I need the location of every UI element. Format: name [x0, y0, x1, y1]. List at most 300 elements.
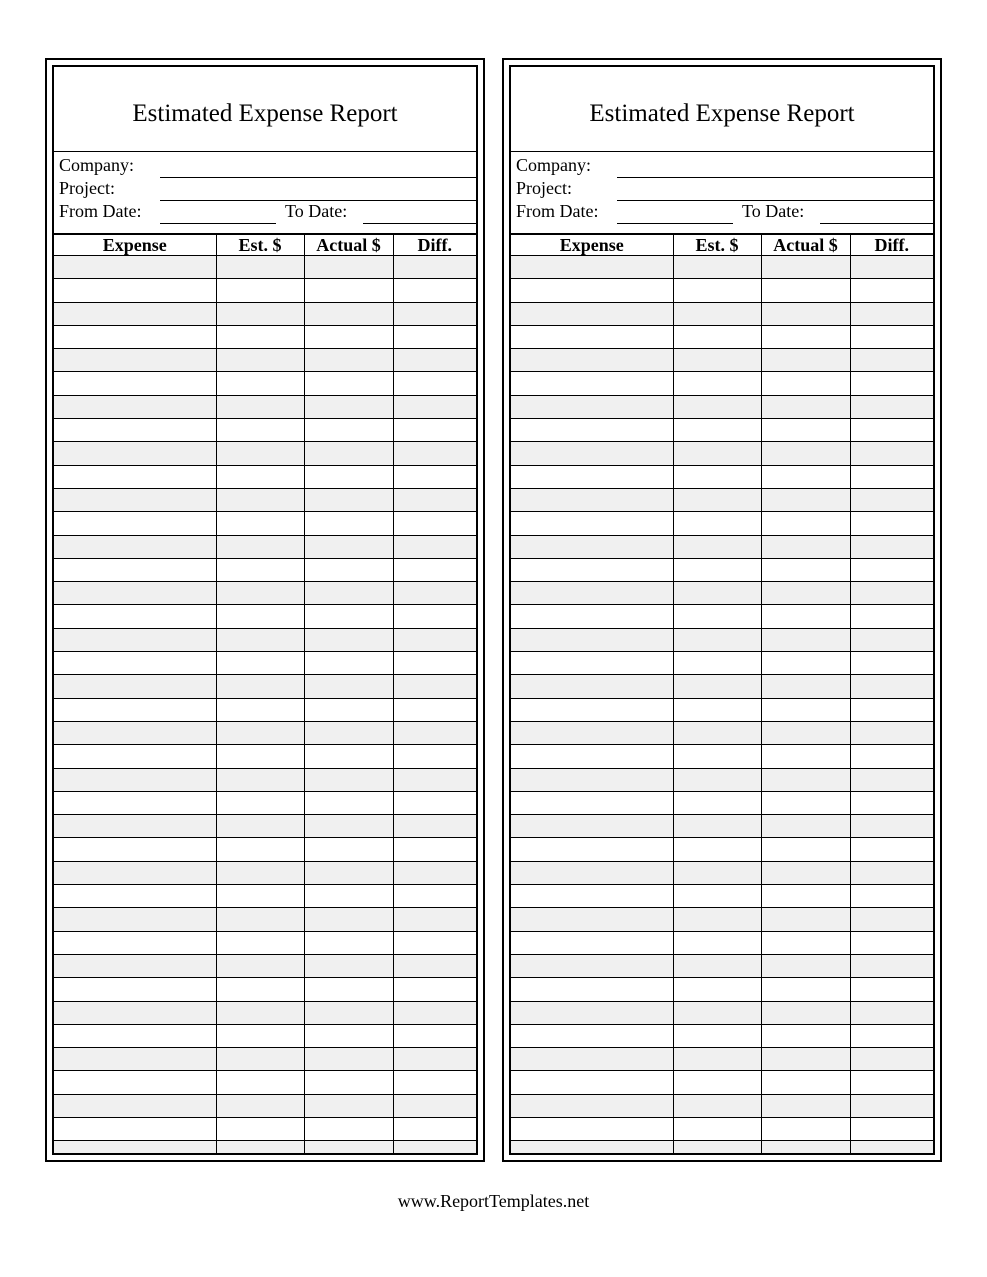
expense-cell[interactable] — [511, 488, 673, 511]
expense-cell[interactable] — [511, 768, 673, 791]
diff-cell[interactable] — [393, 1048, 476, 1071]
diff-cell[interactable] — [850, 838, 933, 861]
actual-cell[interactable] — [761, 885, 850, 908]
est-cell[interactable] — [673, 954, 761, 977]
est-cell[interactable] — [673, 1071, 761, 1094]
diff-cell[interactable] — [850, 488, 933, 511]
diff-cell[interactable] — [393, 372, 476, 395]
diff-cell[interactable] — [850, 605, 933, 628]
est-cell[interactable] — [673, 349, 761, 372]
est-cell[interactable] — [216, 1024, 304, 1047]
expense-cell[interactable] — [54, 815, 216, 838]
diff-cell[interactable] — [393, 652, 476, 675]
diff-cell[interactable] — [393, 815, 476, 838]
actual-cell[interactable] — [304, 349, 393, 372]
est-cell[interactable] — [673, 488, 761, 511]
diff-cell[interactable] — [393, 628, 476, 651]
actual-cell[interactable] — [761, 419, 850, 442]
expense-cell[interactable] — [511, 652, 673, 675]
actual-cell[interactable] — [304, 721, 393, 744]
expense-cell[interactable] — [511, 908, 673, 931]
expense-cell[interactable] — [54, 1048, 216, 1071]
est-cell[interactable] — [216, 815, 304, 838]
actual-cell[interactable] — [761, 535, 850, 558]
from-date-line[interactable] — [160, 223, 276, 224]
diff-cell[interactable] — [850, 1094, 933, 1117]
diff-cell[interactable] — [850, 349, 933, 372]
actual-cell[interactable] — [761, 512, 850, 535]
expense-cell[interactable] — [54, 395, 216, 418]
expense-cell[interactable] — [511, 628, 673, 651]
actual-cell[interactable] — [761, 558, 850, 581]
actual-cell[interactable] — [304, 1024, 393, 1047]
diff-cell[interactable] — [850, 279, 933, 302]
actual-cell[interactable] — [304, 465, 393, 488]
actual-cell[interactable] — [761, 698, 850, 721]
actual-cell[interactable] — [761, 1071, 850, 1094]
diff-cell[interactable] — [850, 885, 933, 908]
actual-cell[interactable] — [304, 256, 393, 279]
est-cell[interactable] — [216, 605, 304, 628]
diff-cell[interactable] — [393, 1094, 476, 1117]
expense-cell[interactable] — [54, 1141, 216, 1153]
diff-cell[interactable] — [393, 605, 476, 628]
expense-cell[interactable] — [54, 325, 216, 348]
est-cell[interactable] — [216, 1141, 304, 1153]
actual-cell[interactable] — [304, 558, 393, 581]
diff-cell[interactable] — [850, 1024, 933, 1047]
actual-cell[interactable] — [761, 978, 850, 1001]
expense-cell[interactable] — [511, 1071, 673, 1094]
expense-cell[interactable] — [511, 978, 673, 1001]
actual-cell[interactable] — [304, 279, 393, 302]
actual-cell[interactable] — [761, 1094, 850, 1117]
est-cell[interactable] — [673, 721, 761, 744]
est-cell[interactable] — [673, 908, 761, 931]
est-cell[interactable] — [216, 256, 304, 279]
actual-cell[interactable] — [304, 1071, 393, 1094]
expense-cell[interactable] — [54, 372, 216, 395]
diff-cell[interactable] — [393, 582, 476, 605]
est-cell[interactable] — [673, 582, 761, 605]
actual-cell[interactable] — [304, 395, 393, 418]
est-cell[interactable] — [216, 838, 304, 861]
expense-cell[interactable] — [54, 442, 216, 465]
est-cell[interactable] — [673, 325, 761, 348]
est-cell[interactable] — [673, 931, 761, 954]
est-cell[interactable] — [673, 652, 761, 675]
diff-cell[interactable] — [850, 1141, 933, 1153]
est-cell[interactable] — [216, 954, 304, 977]
expense-cell[interactable] — [511, 1117, 673, 1140]
diff-cell[interactable] — [393, 1001, 476, 1024]
est-cell[interactable] — [216, 1094, 304, 1117]
actual-cell[interactable] — [304, 582, 393, 605]
diff-cell[interactable] — [850, 652, 933, 675]
expense-cell[interactable] — [54, 349, 216, 372]
est-cell[interactable] — [216, 908, 304, 931]
diff-cell[interactable] — [850, 256, 933, 279]
expense-cell[interactable] — [511, 279, 673, 302]
actual-cell[interactable] — [761, 721, 850, 744]
expense-cell[interactable] — [511, 1094, 673, 1117]
diff-cell[interactable] — [393, 768, 476, 791]
actual-cell[interactable] — [304, 768, 393, 791]
actual-cell[interactable] — [304, 815, 393, 838]
expense-cell[interactable] — [511, 302, 673, 325]
actual-cell[interactable] — [761, 908, 850, 931]
est-cell[interactable] — [673, 535, 761, 558]
expense-cell[interactable] — [54, 535, 216, 558]
est-cell[interactable] — [216, 442, 304, 465]
actual-cell[interactable] — [304, 1141, 393, 1153]
diff-cell[interactable] — [393, 1071, 476, 1094]
actual-cell[interactable] — [304, 861, 393, 884]
est-cell[interactable] — [673, 302, 761, 325]
diff-cell[interactable] — [850, 582, 933, 605]
diff-cell[interactable] — [850, 512, 933, 535]
expense-cell[interactable] — [511, 721, 673, 744]
est-cell[interactable] — [673, 512, 761, 535]
expense-cell[interactable] — [54, 768, 216, 791]
actual-cell[interactable] — [304, 885, 393, 908]
expense-cell[interactable] — [511, 1141, 673, 1153]
est-cell[interactable] — [216, 721, 304, 744]
est-cell[interactable] — [673, 605, 761, 628]
expense-cell[interactable] — [511, 349, 673, 372]
est-cell[interactable] — [216, 465, 304, 488]
company-line[interactable] — [160, 177, 476, 178]
diff-cell[interactable] — [393, 675, 476, 698]
diff-cell[interactable] — [850, 815, 933, 838]
actual-cell[interactable] — [304, 628, 393, 651]
diff-cell[interactable] — [850, 721, 933, 744]
est-cell[interactable] — [216, 861, 304, 884]
est-cell[interactable] — [673, 1024, 761, 1047]
est-cell[interactable] — [673, 768, 761, 791]
est-cell[interactable] — [673, 885, 761, 908]
expense-cell[interactable] — [54, 1117, 216, 1140]
actual-cell[interactable] — [761, 325, 850, 348]
actual-cell[interactable] — [761, 582, 850, 605]
diff-cell[interactable] — [393, 1117, 476, 1140]
actual-cell[interactable] — [304, 605, 393, 628]
est-cell[interactable] — [216, 349, 304, 372]
est-cell[interactable] — [673, 861, 761, 884]
est-cell[interactable] — [216, 628, 304, 651]
diff-cell[interactable] — [393, 512, 476, 535]
company-line[interactable] — [617, 177, 933, 178]
diff-cell[interactable] — [850, 419, 933, 442]
diff-cell[interactable] — [393, 954, 476, 977]
actual-cell[interactable] — [304, 302, 393, 325]
actual-cell[interactable] — [304, 954, 393, 977]
expense-cell[interactable] — [511, 442, 673, 465]
est-cell[interactable] — [673, 1141, 761, 1153]
est-cell[interactable] — [673, 628, 761, 651]
actual-cell[interactable] — [761, 302, 850, 325]
est-cell[interactable] — [673, 372, 761, 395]
actual-cell[interactable] — [304, 488, 393, 511]
diff-cell[interactable] — [393, 791, 476, 814]
expense-cell[interactable] — [511, 1001, 673, 1024]
est-cell[interactable] — [673, 675, 761, 698]
actual-cell[interactable] — [304, 1048, 393, 1071]
diff-cell[interactable] — [850, 1071, 933, 1094]
expense-cell[interactable] — [54, 908, 216, 931]
est-cell[interactable] — [216, 558, 304, 581]
expense-cell[interactable] — [54, 721, 216, 744]
expense-cell[interactable] — [54, 675, 216, 698]
actual-cell[interactable] — [304, 1117, 393, 1140]
expense-cell[interactable] — [54, 488, 216, 511]
actual-cell[interactable] — [761, 861, 850, 884]
actual-cell[interactable] — [304, 908, 393, 931]
actual-cell[interactable] — [761, 442, 850, 465]
actual-cell[interactable] — [761, 279, 850, 302]
expense-cell[interactable] — [54, 978, 216, 1001]
diff-cell[interactable] — [393, 442, 476, 465]
expense-cell[interactable] — [54, 582, 216, 605]
expense-cell[interactable] — [54, 558, 216, 581]
expense-cell[interactable] — [54, 861, 216, 884]
actual-cell[interactable] — [761, 652, 850, 675]
diff-cell[interactable] — [393, 279, 476, 302]
expense-cell[interactable] — [54, 1024, 216, 1047]
diff-cell[interactable] — [850, 302, 933, 325]
expense-cell[interactable] — [511, 605, 673, 628]
est-cell[interactable] — [673, 419, 761, 442]
diff-cell[interactable] — [393, 1141, 476, 1153]
expense-cell[interactable] — [54, 838, 216, 861]
diff-cell[interactable] — [393, 908, 476, 931]
est-cell[interactable] — [216, 419, 304, 442]
est-cell[interactable] — [216, 885, 304, 908]
expense-cell[interactable] — [511, 815, 673, 838]
est-cell[interactable] — [216, 302, 304, 325]
diff-cell[interactable] — [393, 745, 476, 768]
diff-cell[interactable] — [850, 1048, 933, 1071]
expense-cell[interactable] — [54, 628, 216, 651]
diff-cell[interactable] — [393, 885, 476, 908]
est-cell[interactable] — [673, 1094, 761, 1117]
expense-cell[interactable] — [511, 465, 673, 488]
diff-cell[interactable] — [393, 395, 476, 418]
est-cell[interactable] — [216, 745, 304, 768]
actual-cell[interactable] — [761, 256, 850, 279]
diff-cell[interactable] — [850, 372, 933, 395]
diff-cell[interactable] — [393, 861, 476, 884]
diff-cell[interactable] — [850, 675, 933, 698]
actual-cell[interactable] — [761, 675, 850, 698]
diff-cell[interactable] — [393, 349, 476, 372]
expense-cell[interactable] — [511, 838, 673, 861]
est-cell[interactable] — [673, 791, 761, 814]
expense-cell[interactable] — [511, 1024, 673, 1047]
est-cell[interactable] — [216, 978, 304, 1001]
est-cell[interactable] — [216, 652, 304, 675]
expense-cell[interactable] — [54, 279, 216, 302]
est-cell[interactable] — [216, 325, 304, 348]
est-cell[interactable] — [216, 582, 304, 605]
diff-cell[interactable] — [850, 791, 933, 814]
actual-cell[interactable] — [304, 419, 393, 442]
diff-cell[interactable] — [393, 721, 476, 744]
actual-cell[interactable] — [304, 535, 393, 558]
actual-cell[interactable] — [304, 652, 393, 675]
actual-cell[interactable] — [761, 395, 850, 418]
expense-cell[interactable] — [54, 605, 216, 628]
est-cell[interactable] — [673, 745, 761, 768]
actual-cell[interactable] — [304, 372, 393, 395]
expense-cell[interactable] — [54, 698, 216, 721]
to-date-line[interactable] — [820, 223, 933, 224]
diff-cell[interactable] — [850, 698, 933, 721]
expense-cell[interactable] — [54, 1071, 216, 1094]
actual-cell[interactable] — [761, 605, 850, 628]
diff-cell[interactable] — [850, 558, 933, 581]
actual-cell[interactable] — [761, 1024, 850, 1047]
est-cell[interactable] — [673, 256, 761, 279]
expense-cell[interactable] — [511, 558, 673, 581]
expense-cell[interactable] — [511, 535, 673, 558]
actual-cell[interactable] — [304, 698, 393, 721]
expense-cell[interactable] — [511, 954, 673, 977]
expense-cell[interactable] — [54, 931, 216, 954]
diff-cell[interactable] — [850, 768, 933, 791]
expense-cell[interactable] — [54, 745, 216, 768]
expense-cell[interactable] — [511, 931, 673, 954]
expense-cell[interactable] — [54, 465, 216, 488]
actual-cell[interactable] — [304, 978, 393, 1001]
actual-cell[interactable] — [761, 1117, 850, 1140]
diff-cell[interactable] — [850, 442, 933, 465]
est-cell[interactable] — [673, 442, 761, 465]
est-cell[interactable] — [216, 1071, 304, 1094]
expense-cell[interactable] — [511, 745, 673, 768]
diff-cell[interactable] — [393, 1024, 476, 1047]
diff-cell[interactable] — [393, 256, 476, 279]
expense-cell[interactable] — [511, 395, 673, 418]
diff-cell[interactable] — [850, 861, 933, 884]
actual-cell[interactable] — [761, 488, 850, 511]
actual-cell[interactable] — [761, 1141, 850, 1153]
est-cell[interactable] — [216, 768, 304, 791]
from-date-line[interactable] — [617, 223, 733, 224]
actual-cell[interactable] — [304, 1001, 393, 1024]
est-cell[interactable] — [673, 1001, 761, 1024]
diff-cell[interactable] — [393, 838, 476, 861]
actual-cell[interactable] — [304, 675, 393, 698]
actual-cell[interactable] — [761, 372, 850, 395]
diff-cell[interactable] — [850, 1001, 933, 1024]
est-cell[interactable] — [216, 395, 304, 418]
actual-cell[interactable] — [761, 838, 850, 861]
diff-cell[interactable] — [850, 978, 933, 1001]
actual-cell[interactable] — [761, 628, 850, 651]
est-cell[interactable] — [216, 372, 304, 395]
expense-cell[interactable] — [511, 885, 673, 908]
diff-cell[interactable] — [393, 465, 476, 488]
est-cell[interactable] — [216, 512, 304, 535]
actual-cell[interactable] — [304, 931, 393, 954]
est-cell[interactable] — [673, 395, 761, 418]
expense-cell[interactable] — [54, 1094, 216, 1117]
actual-cell[interactable] — [304, 1094, 393, 1117]
actual-cell[interactable] — [304, 512, 393, 535]
expense-cell[interactable] — [511, 861, 673, 884]
to-date-line[interactable] — [363, 223, 476, 224]
diff-cell[interactable] — [393, 535, 476, 558]
expense-cell[interactable] — [54, 885, 216, 908]
actual-cell[interactable] — [761, 791, 850, 814]
est-cell[interactable] — [673, 815, 761, 838]
est-cell[interactable] — [673, 1117, 761, 1140]
actual-cell[interactable] — [761, 815, 850, 838]
actual-cell[interactable] — [761, 349, 850, 372]
actual-cell[interactable] — [761, 768, 850, 791]
diff-cell[interactable] — [850, 931, 933, 954]
diff-cell[interactable] — [850, 908, 933, 931]
expense-cell[interactable] — [54, 791, 216, 814]
diff-cell[interactable] — [850, 395, 933, 418]
actual-cell[interactable] — [761, 1048, 850, 1071]
expense-cell[interactable] — [54, 256, 216, 279]
est-cell[interactable] — [216, 791, 304, 814]
est-cell[interactable] — [673, 838, 761, 861]
diff-cell[interactable] — [393, 325, 476, 348]
actual-cell[interactable] — [761, 465, 850, 488]
est-cell[interactable] — [216, 675, 304, 698]
diff-cell[interactable] — [393, 419, 476, 442]
est-cell[interactable] — [216, 535, 304, 558]
expense-cell[interactable] — [511, 698, 673, 721]
expense-cell[interactable] — [511, 325, 673, 348]
expense-cell[interactable] — [54, 1001, 216, 1024]
diff-cell[interactable] — [850, 535, 933, 558]
diff-cell[interactable] — [393, 488, 476, 511]
diff-cell[interactable] — [850, 1117, 933, 1140]
expense-cell[interactable] — [54, 302, 216, 325]
diff-cell[interactable] — [393, 302, 476, 325]
est-cell[interactable] — [673, 279, 761, 302]
actual-cell[interactable] — [761, 1001, 850, 1024]
diff-cell[interactable] — [850, 628, 933, 651]
est-cell[interactable] — [673, 978, 761, 1001]
est-cell[interactable] — [216, 1048, 304, 1071]
expense-cell[interactable] — [511, 372, 673, 395]
est-cell[interactable] — [216, 279, 304, 302]
est-cell[interactable] — [216, 931, 304, 954]
expense-cell[interactable] — [54, 419, 216, 442]
actual-cell[interactable] — [761, 931, 850, 954]
actual-cell[interactable] — [304, 745, 393, 768]
diff-cell[interactable] — [393, 978, 476, 1001]
expense-cell[interactable] — [511, 512, 673, 535]
diff-cell[interactable] — [850, 745, 933, 768]
est-cell[interactable] — [216, 1117, 304, 1140]
est-cell[interactable] — [216, 1001, 304, 1024]
actual-cell[interactable] — [304, 325, 393, 348]
expense-cell[interactable] — [54, 512, 216, 535]
expense-cell[interactable] — [511, 791, 673, 814]
est-cell[interactable] — [673, 465, 761, 488]
expense-cell[interactable] — [54, 652, 216, 675]
expense-cell[interactable] — [511, 675, 673, 698]
est-cell[interactable] — [216, 488, 304, 511]
diff-cell[interactable] — [850, 954, 933, 977]
expense-cell[interactable] — [511, 256, 673, 279]
